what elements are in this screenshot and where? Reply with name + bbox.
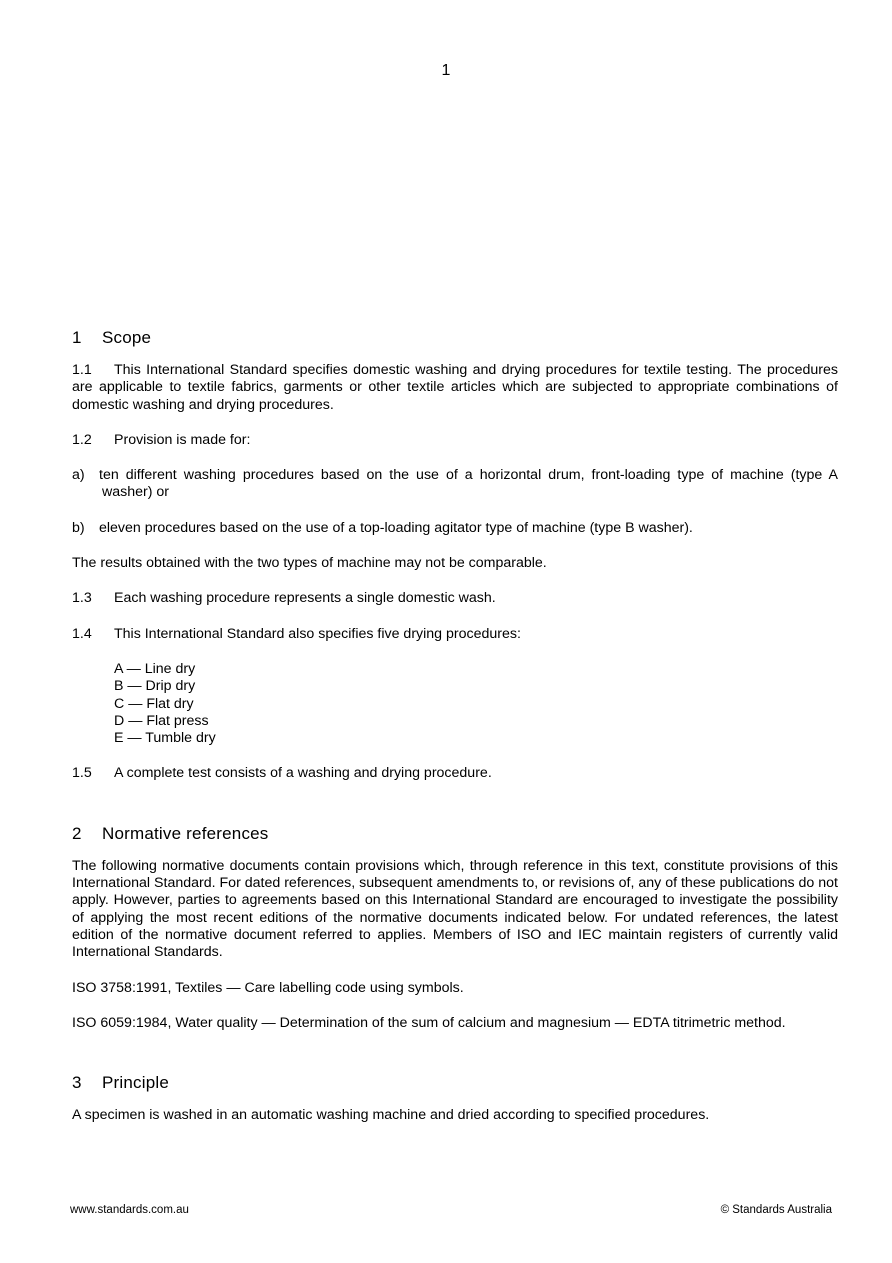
- clause-1-5: [72, 765, 838, 782]
- clause-number: 1.4: [72, 625, 92, 642]
- page-number: 1: [441, 62, 451, 79]
- drying-procedure-b: B — Drip dry: [114, 678, 196, 695]
- drying-procedure-a: A — Line dry: [114, 660, 196, 677]
- reference-iso-6059: ISO 6059:1984, Water quality — Determination of the sum of calcium and magnesium — EDTA titrimetric method.: [72, 1014, 786, 1031]
- list-marker: a): [72, 467, 85, 484]
- principle-text: A specimen is washed in an automatic washing machine and dried according to specified procedures.: [72, 1107, 710, 1124]
- list-item-b: [72, 520, 838, 537]
- drying-procedure-e: E — Tumble dry: [114, 730, 216, 747]
- clause-1-2: [72, 432, 838, 449]
- list-text: eleven procedures based on the use of a top-loading agitator type of machine (type B washer).: [99, 519, 693, 536]
- clause-1-3: [72, 590, 838, 607]
- section-title: Scope: [102, 328, 152, 347]
- section-heading-principle: [72, 1072, 838, 1094]
- section-title: Principle: [102, 1073, 169, 1093]
- section-number: 2: [72, 823, 82, 843]
- list-marker: b): [72, 519, 85, 536]
- drying-procedure-c: C — Flat dry: [114, 695, 194, 712]
- section-heading-scope: [72, 327, 838, 349]
- clause-text: Each washing procedure represents a single domestic wash.: [114, 590, 496, 607]
- clause-text: This International Standard specifies domestic washing and drying procedures for textile testing. The procedures are applicable to textile fabrics, garments or other textile articles which are subjected to appropriate combinations of domestic washing and drying procedures.: [72, 362, 838, 413]
- section-number: 1: [72, 328, 82, 347]
- clause-number: 1.3: [72, 590, 92, 607]
- clause-text: This International Standard also specifies five drying procedures:: [114, 625, 521, 642]
- drying-procedure-d: D — Flat press: [114, 712, 209, 729]
- clause-number: 1.5: [72, 765, 92, 782]
- clause-1-1: [72, 362, 838, 414]
- footer-copyright: © Standards Australia: [720, 1204, 832, 1216]
- list-text: ten different washing procedures based on the use of a horizontal drum, front-loading type of machine (type A washer) or: [99, 467, 838, 501]
- normative-intro: The following normative documents contain provisions which, through reference in this text, constitute provisions of this International Standard. For dated references, subsequent amendments to, or revisions of, any of these publications do not apply. However, parties to agreements based on this International Standard are encouraged to investigate the possibility of applying the most recent editions of the normative documents indicated below. For undated references, the latest edition of the normative document referred to applies. Members of ISO and IEC maintain registers of currently valid International Standards.: [72, 857, 838, 961]
- document-body: [72, 327, 838, 1142]
- list-item-a: [72, 467, 838, 502]
- footer-website: www.standards.com.au: [70, 1204, 189, 1216]
- section-heading-normative-references: [72, 823, 838, 845]
- reference-iso-3758: ISO 3758:1991, Textiles — Care labelling code using symbols.: [72, 979, 464, 996]
- clause-number: 1.1: [72, 362, 92, 378]
- section-number: 3: [72, 1073, 82, 1093]
- comparison-note: The results obtained with the two types of machine may not be comparable.: [72, 555, 547, 572]
- clause-text: Provision is made for:: [114, 431, 251, 448]
- clause-text: A complete test consists of a washing and drying procedure.: [114, 765, 492, 782]
- clause-number: 1.2: [72, 431, 92, 448]
- drying-procedures-list: [114, 661, 838, 747]
- section-title: Normative references: [102, 823, 269, 843]
- clause-1-4: [72, 626, 838, 643]
